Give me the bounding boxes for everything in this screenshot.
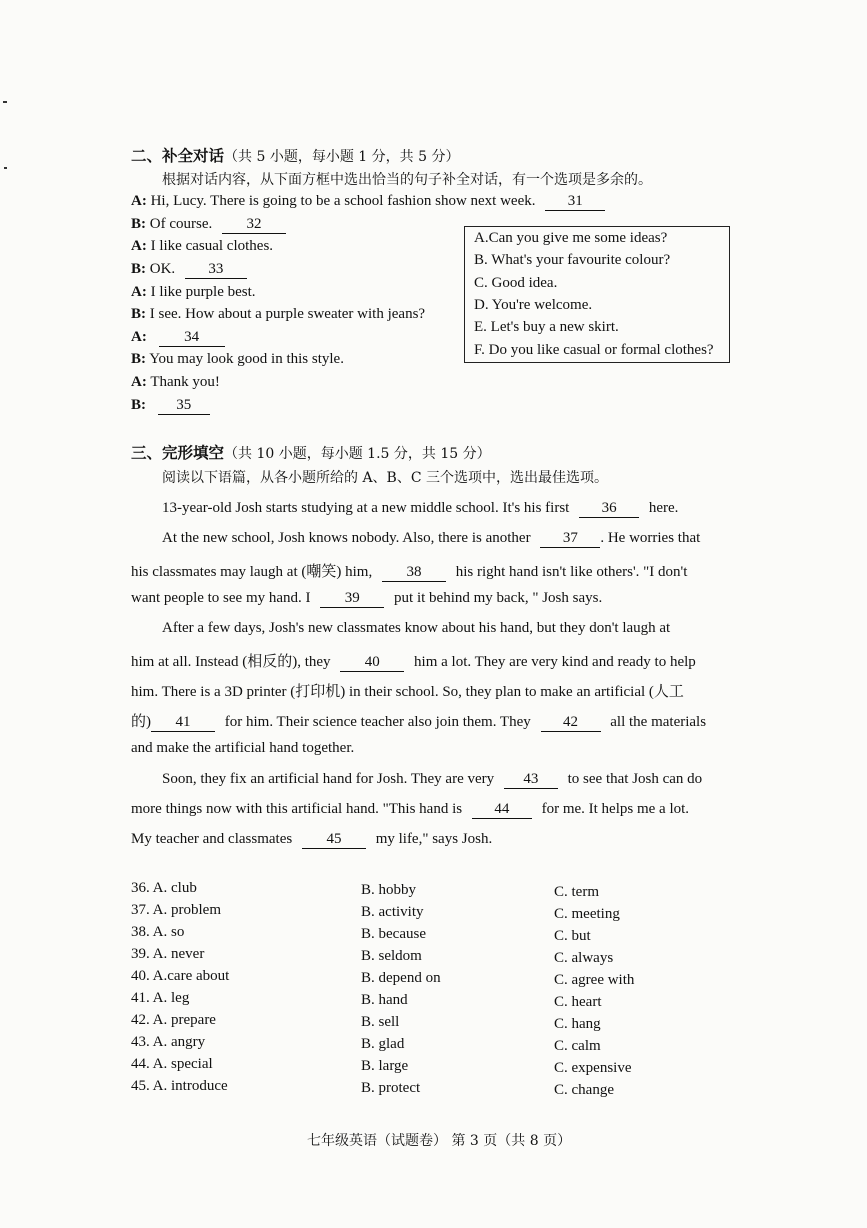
- dialogue-text: Of course.: [149, 216, 213, 232]
- answer-blank-41[interactable]: 41: [151, 715, 215, 732]
- dialogue-line: [131, 238, 273, 255]
- answer-blank-33[interactable]: 33: [185, 262, 247, 279]
- dialogue-text: Thank you!: [150, 374, 220, 390]
- choice-45-c: C. change: [554, 1082, 614, 1098]
- speaker-label: A:: [131, 193, 147, 209]
- speaker-label: A:: [131, 374, 147, 390]
- passage-line: and make the artificial hand together.: [131, 740, 355, 756]
- answer-blank-36[interactable]: 36: [579, 501, 639, 518]
- options-box: [464, 226, 730, 363]
- answer-blank-38[interactable]: 38: [382, 565, 446, 582]
- choice-42-c: C. hang: [554, 1016, 601, 1032]
- passage-line: want people to see my hand. I 39 put it behind my back, " Josh says.: [131, 590, 603, 606]
- choice-38-c: C. but: [554, 928, 591, 944]
- choice-43-c: C. calm: [554, 1038, 601, 1054]
- choice-45-a: 45. A. introduce: [131, 1078, 228, 1094]
- choice-37-a: 37. A. problem: [131, 902, 221, 918]
- dialogue-line: [131, 306, 425, 323]
- scan-mark: [3, 101, 7, 103]
- section-3-instruction: 阅读以下语篇，从各小题所给的 A、B、C 三个选项中，选出最佳选项。: [162, 470, 609, 486]
- option-b: B. What's your favourite colour?: [474, 252, 671, 268]
- dialogue-text: You may look good in this style.: [149, 351, 344, 367]
- dialogue-line: [131, 216, 286, 234]
- passage-line: At the new school, Josh knows nobody. Also, there is another 37 . He worries that: [162, 530, 701, 546]
- speaker-label: B:: [131, 216, 146, 232]
- dialogue-line: [131, 329, 225, 347]
- dialogue-line: [131, 261, 247, 279]
- answer-blank-39[interactable]: 39: [320, 591, 384, 608]
- choice-38-a: 38. A. so: [131, 924, 185, 940]
- passage-line: 的) 41 for him. Their science teacher also join them. They 42 all the materials: [131, 714, 707, 730]
- answer-blank-45[interactable]: 45: [302, 832, 366, 849]
- passage-line: My teacher and classmates 45 my life," says Josh.: [131, 831, 493, 847]
- dialogue-text: I like casual clothes.: [150, 238, 274, 254]
- scan-mark: [4, 167, 7, 169]
- page-footer: 七年级英语（试题卷） 第 3 页（共 8 页）: [307, 1133, 572, 1149]
- dialogue-line: [131, 397, 210, 415]
- option-c: C. Good idea.: [474, 275, 558, 291]
- answer-blank-32[interactable]: 32: [222, 217, 286, 234]
- dialogue-line: [131, 374, 220, 391]
- answer-blank-43[interactable]: 43: [504, 772, 558, 789]
- choice-41-c: C. heart: [554, 994, 602, 1010]
- choice-39-c: C. always: [554, 950, 614, 966]
- choice-41-b: B. hand: [361, 992, 408, 1008]
- choice-37-c: C. meeting: [554, 906, 620, 922]
- speaker-label: B:: [131, 261, 146, 277]
- speaker-label: A:: [131, 238, 147, 254]
- dialogue-text: Hi, Lucy. There is going to be a school fashion show next week.: [150, 193, 536, 209]
- section-2-instruction: 根据对话内容，从下面方框中选出恰当的句子补全对话，有一个选项是多余的。: [162, 172, 652, 188]
- passage-line: his classmates may laugh at (嘲笑) him, 38 his right hand isn't like others'. "I don't: [131, 564, 688, 580]
- section-2-note: （共 5 小题，每小题 1 分，共 5 分）: [224, 149, 460, 165]
- answer-blank-37[interactable]: 37: [540, 531, 600, 548]
- option-a: A.Can you give me some ideas?: [474, 230, 668, 246]
- choice-43-b: B. glad: [361, 1036, 405, 1052]
- choice-36-a: 36. A. club: [131, 880, 197, 896]
- choice-41-a: 41. A. leg: [131, 990, 190, 1006]
- speaker-label: B:: [131, 397, 146, 413]
- answer-blank-40[interactable]: 40: [340, 655, 404, 672]
- passage-line: Soon, they fix an artificial hand for Josh. They are very 43 to see that Josh can do: [162, 771, 703, 787]
- choice-44-c: C. expensive: [554, 1060, 632, 1076]
- answer-blank-31[interactable]: 31: [545, 194, 605, 211]
- choice-40-a: 40. A.care about: [131, 968, 230, 984]
- choice-42-a: 42. A. prepare: [131, 1012, 216, 1028]
- speaker-label: A:: [131, 284, 147, 300]
- section-3-note: （共 10 小题，每小题 1.5 分，共 15 分）: [224, 446, 491, 462]
- speaker-label: B:: [131, 306, 146, 322]
- choice-43-a: 43. A. angry: [131, 1034, 206, 1050]
- choice-38-b: B. because: [361, 926, 426, 942]
- choice-39-b: B. seldom: [361, 948, 422, 964]
- choice-36-c: C. term: [554, 884, 599, 900]
- dialogue-line: [131, 193, 605, 211]
- choice-42-b: B. sell: [361, 1014, 400, 1030]
- choice-40-b: B. depend on: [361, 970, 441, 986]
- section-2-heading: [131, 144, 459, 166]
- option-d: D. You're welcome.: [474, 297, 593, 313]
- choice-44-a: 44. A. special: [131, 1056, 213, 1072]
- passage-line: him at all. Instead (相反的), they 40 him a lot. They are very kind and ready to help: [131, 654, 696, 670]
- choice-40-c: C. agree with: [554, 972, 635, 988]
- passage-line: him. There is a 3D printer (打印机) in their school. So, they plan to make an artificial (人工: [131, 684, 684, 700]
- section-2-title: 二、补全对话: [131, 147, 225, 165]
- section-3-heading: [131, 441, 491, 463]
- dialogue-line: [131, 351, 344, 368]
- answer-blank-35[interactable]: 35: [158, 398, 210, 415]
- choice-36-b: B. hobby: [361, 882, 417, 898]
- answer-blank-42[interactable]: 42: [541, 715, 601, 732]
- choice-45-b: B. protect: [361, 1080, 421, 1096]
- choice-37-b: B. activity: [361, 904, 424, 920]
- answer-blank-34[interactable]: 34: [159, 330, 225, 347]
- option-e: E. Let's buy a new skirt.: [474, 319, 619, 335]
- passage-line: more things now with this artificial hand. "This hand is 44 for me. It helps me a lot.: [131, 801, 690, 817]
- passage-line: 13-year-old Josh starts studying at a new middle school. It's his first 36 here.: [162, 500, 679, 516]
- dialogue-line: [131, 284, 256, 301]
- speaker-label: A:: [131, 329, 147, 345]
- dialogue-text: I like purple best.: [150, 284, 256, 300]
- option-f: F. Do you like casual or formal clothes?: [474, 342, 714, 358]
- passage-line: After a few days, Josh's new classmates know about his hand, but they don't laugh at: [162, 620, 671, 636]
- answer-blank-44[interactable]: 44: [472, 802, 532, 819]
- choice-44-b: B. large: [361, 1058, 409, 1074]
- choice-39-a: 39. A. never: [131, 946, 205, 962]
- section-3-title: 三、完形填空: [131, 444, 225, 462]
- speaker-label: B:: [131, 351, 146, 367]
- dialogue-text: I see. How about a purple sweater with jeans?: [149, 306, 426, 322]
- dialogue-text: OK.: [149, 261, 176, 277]
